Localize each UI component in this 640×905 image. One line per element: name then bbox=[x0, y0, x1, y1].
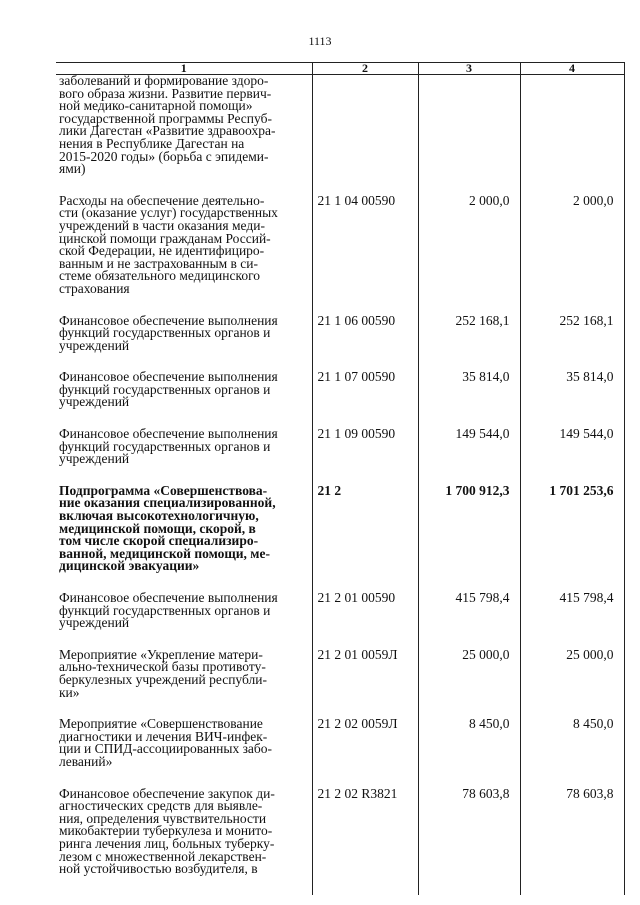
header-col-1: 1 bbox=[56, 63, 312, 75]
row-description bbox=[56, 192, 312, 296]
spacer-cell bbox=[312, 630, 418, 649]
row-value-col-4: 149 544,0 bbox=[520, 428, 624, 466]
description-line: ями) bbox=[59, 161, 86, 177]
spacer-cell bbox=[56, 630, 312, 649]
description-line: дицинской эвакуации» bbox=[59, 558, 200, 574]
description-line: функций государственных органов и bbox=[59, 602, 271, 618]
description-line: цинской помощи гражданам Россий- bbox=[59, 230, 271, 246]
spacer-cell bbox=[520, 876, 624, 895]
spacer-cell bbox=[520, 466, 624, 485]
row-value-col-4: 252 168,1 bbox=[520, 315, 624, 353]
spacer-cell bbox=[418, 876, 520, 895]
description-line: ния, определения чувствительности bbox=[59, 810, 267, 826]
description-line: ки» bbox=[59, 684, 80, 700]
row-value-col-3: 78 603,8 bbox=[418, 788, 520, 876]
row-description bbox=[56, 646, 312, 700]
spacer-cell bbox=[56, 176, 312, 195]
row-spacer bbox=[56, 176, 624, 195]
description-line: страхования bbox=[59, 280, 130, 296]
description-line: Подпрограмма «Совершенствова- bbox=[59, 482, 268, 498]
budget-table-frame bbox=[56, 61, 624, 877]
table-body bbox=[56, 75, 624, 895]
table-row bbox=[56, 428, 624, 466]
row-code: 21 2 02 0059Л bbox=[312, 718, 418, 768]
table-row bbox=[56, 592, 624, 630]
description-line: 2015-2020 годы» (борьба с эпидеми- bbox=[59, 148, 269, 164]
spacer-cell bbox=[418, 630, 520, 649]
spacer-cell bbox=[312, 176, 418, 195]
spacer-cell bbox=[418, 176, 520, 195]
row-spacer bbox=[56, 769, 624, 788]
row-code: 21 1 06 00590 bbox=[312, 315, 418, 353]
row-spacer bbox=[56, 876, 624, 895]
spacer-cell bbox=[56, 876, 312, 895]
row-value-col-3: 25 000,0 bbox=[418, 649, 520, 699]
row-description bbox=[56, 785, 312, 877]
description-line: Расходы на обеспечение деятельно- bbox=[59, 192, 265, 208]
description-line: ской Федерации, не идентифициро- bbox=[59, 243, 265, 259]
description-line: учреждений bbox=[59, 337, 130, 353]
description-line: агностических средств для выявле- bbox=[59, 798, 263, 814]
row-code bbox=[312, 75, 418, 176]
description-line: функций государственных органов и bbox=[59, 325, 271, 341]
row-code: 21 2 02 R3821 bbox=[312, 788, 418, 876]
row-value-col-4: 1 701 253,6 bbox=[520, 485, 624, 573]
description-line: Мероприятие «Укрепление матери- bbox=[59, 646, 263, 662]
row-code: 21 1 09 00590 bbox=[312, 428, 418, 466]
spacer-cell bbox=[56, 466, 312, 485]
description-line: учреждений bbox=[59, 451, 130, 467]
row-code: 21 2 01 00590 bbox=[312, 592, 418, 630]
description-line: учреждений в части оказания меди- bbox=[59, 217, 265, 233]
description-line: учреждений bbox=[59, 615, 130, 631]
description-line: Финансовое обеспечение выполнения bbox=[59, 312, 278, 328]
table-row bbox=[56, 485, 624, 573]
table-row bbox=[56, 371, 624, 409]
description-line: ванной, медицинской помощи, ме- bbox=[59, 545, 270, 561]
spacer-cell bbox=[418, 466, 520, 485]
description-line: Финансовое обеспечение закупок ди- bbox=[59, 785, 275, 801]
row-value-col-3: 8 450,0 bbox=[418, 718, 520, 768]
description-line: ной устойчивостью возбудителя, в bbox=[59, 861, 258, 877]
description-line: том числе скорой специализиро- bbox=[59, 533, 259, 549]
spacer-cell bbox=[312, 876, 418, 895]
row-value-col-3: 1 700 912,3 bbox=[418, 485, 520, 573]
row-value-col-4: 25 000,0 bbox=[520, 649, 624, 699]
description-line: сти (оказание услуг) государственных bbox=[59, 205, 278, 221]
table-row bbox=[56, 315, 624, 353]
row-value-col-4: 415 798,4 bbox=[520, 592, 624, 630]
description-line: функций государственных органов и bbox=[59, 438, 271, 454]
row-value-col-4 bbox=[520, 75, 624, 176]
table-row bbox=[56, 788, 624, 876]
spacer-cell bbox=[520, 630, 624, 649]
row-value-col-3: 149 544,0 bbox=[418, 428, 520, 466]
table-row bbox=[56, 718, 624, 768]
spacer-cell bbox=[418, 296, 520, 315]
description-line: государственной программы Респуб- bbox=[59, 110, 272, 126]
header-col-2: 2 bbox=[312, 63, 418, 75]
description-line: функций государственных органов и bbox=[59, 381, 271, 397]
row-value-col-4: 8 450,0 bbox=[520, 718, 624, 768]
table-row bbox=[56, 649, 624, 699]
spacer-cell bbox=[520, 296, 624, 315]
row-description bbox=[56, 718, 312, 768]
description-line: заболеваний и формирование здоро- bbox=[59, 73, 269, 88]
spacer-cell bbox=[312, 296, 418, 315]
row-value-col-3: 2 000,0 bbox=[418, 195, 520, 296]
description-line: ной медико-санитарной помощи» bbox=[59, 98, 253, 114]
row-value-col-4: 2 000,0 bbox=[520, 195, 624, 296]
description-line: ванным и не застрахованным в си- bbox=[59, 255, 259, 271]
description-line: вого образа жизни. Развитие первич- bbox=[59, 85, 272, 101]
description-line: лики Дагестан «Развитие здравоохра- bbox=[59, 123, 276, 139]
row-code: 21 1 04 00590 bbox=[312, 195, 418, 296]
description-line: Финансовое обеспечение выполнения bbox=[59, 590, 278, 605]
row-spacer bbox=[56, 466, 624, 485]
row-value-col-3: 252 168,1 bbox=[418, 315, 520, 353]
row-code: 21 2 01 0059Л bbox=[312, 649, 418, 699]
row-value-col-3: 35 814,0 bbox=[418, 371, 520, 409]
row-description bbox=[56, 592, 312, 630]
description-line: леваний» bbox=[59, 753, 113, 769]
description-line: ции и СПИД-ассоциированных забо- bbox=[59, 741, 273, 757]
description-line: Мероприятие «Совершенствование bbox=[59, 716, 263, 732]
description-line: ние оказания специализированной, bbox=[59, 495, 276, 511]
budget-table bbox=[56, 62, 625, 895]
spacer-cell bbox=[312, 466, 418, 485]
row-code: 21 1 07 00590 bbox=[312, 371, 418, 409]
table-row bbox=[56, 75, 624, 176]
row-description bbox=[56, 312, 312, 353]
description-line: ринга лечения лиц, больных туберку- bbox=[59, 835, 275, 851]
description-line: лезом с множественной лекарствен- bbox=[59, 848, 267, 864]
description-line: включая высокотехнологичную, bbox=[59, 508, 259, 524]
description-line: Финансовое обеспечение выполнения bbox=[59, 369, 278, 385]
description-line: микобактерии туберкулеза и монито- bbox=[59, 823, 273, 839]
row-description bbox=[56, 482, 312, 574]
spacer-cell bbox=[56, 296, 312, 315]
row-code: 21 2 bbox=[312, 485, 418, 573]
row-spacer bbox=[56, 296, 624, 315]
row-spacer bbox=[56, 630, 624, 649]
spacer-cell bbox=[312, 769, 418, 788]
description-line: учреждений bbox=[59, 394, 130, 410]
description-line: диагностики и лечения ВИЧ-инфек- bbox=[59, 728, 268, 744]
row-description bbox=[56, 371, 312, 409]
description-line: медицинской помощи, скорой, в bbox=[59, 520, 256, 536]
row-value-col-4: 35 814,0 bbox=[520, 371, 624, 409]
spacer-cell bbox=[520, 769, 624, 788]
page-number: 1113 bbox=[308, 34, 332, 48]
description-line: беркулезных учреждений республи- bbox=[59, 671, 267, 687]
spacer-cell bbox=[418, 769, 520, 788]
description-line: стеме обязательного медицинского bbox=[59, 268, 261, 284]
row-description bbox=[56, 428, 312, 466]
description-line: Финансовое обеспечение выполнения bbox=[59, 426, 278, 442]
description-line: ально-технической базы противоту- bbox=[59, 659, 266, 675]
header-col-4: 4 bbox=[520, 63, 624, 75]
table-row bbox=[56, 195, 624, 296]
row-value-col-3 bbox=[418, 75, 520, 176]
spacer-cell bbox=[56, 769, 312, 788]
description-line: нения в Республике Дагестан на bbox=[59, 135, 245, 151]
header-col-3: 3 bbox=[418, 63, 520, 75]
row-value-col-3: 415 798,4 bbox=[418, 592, 520, 630]
row-value-col-4: 78 603,8 bbox=[520, 788, 624, 876]
row-description bbox=[56, 75, 312, 176]
spacer-cell bbox=[520, 176, 624, 195]
